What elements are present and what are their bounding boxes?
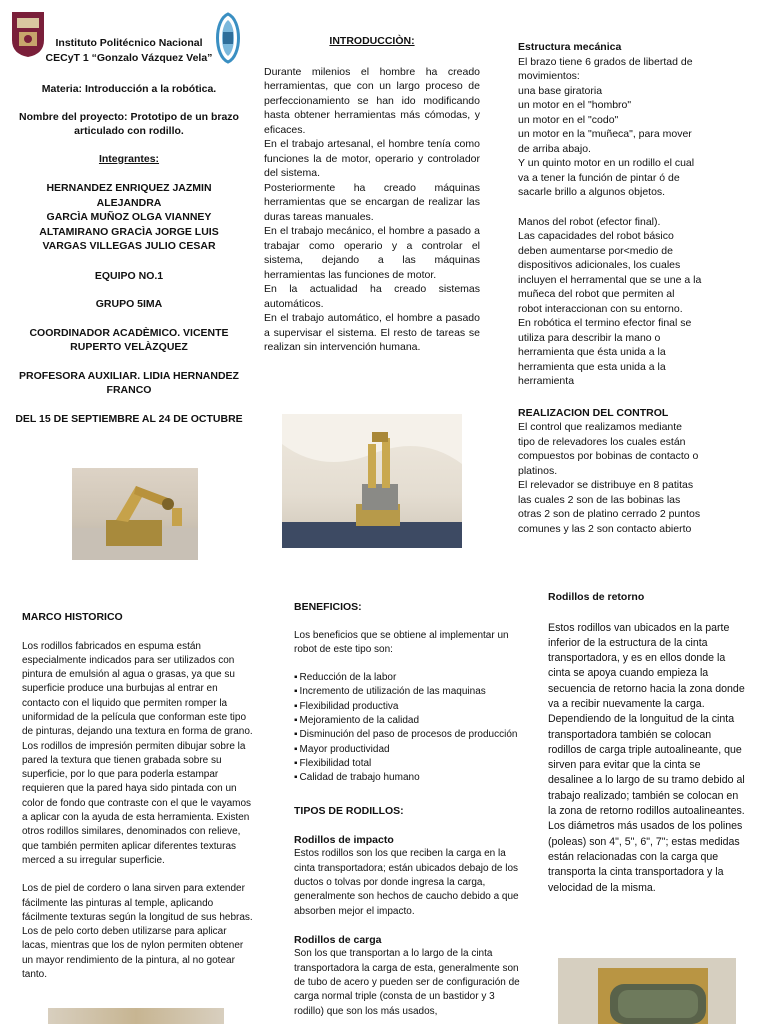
beneficio-item: ▪ Disminución del paso de procesos de producción [294, 728, 520, 742]
marco-heading: MARCO HISTORICO [22, 611, 123, 623]
marco-paragraph: Los rodillos de impresión permiten dibujar sobre la pared la textura que tienen grabada sobre su superficie, por lo que para poderla estampar requieren que la pared haya sido pintada con un color de fondo que contraste con el que le vayamos a aplicar con la ayuda de esta herramienta. Existen otros rodillos similares, denominados con relieve, que también permiten aplicar diferentes texturas merced a su irregular superficie. [22, 740, 252, 866]
estructura-line: de arriba abajo. [518, 142, 591, 155]
marco-body [22, 640, 254, 983]
manos-line: robot interaccionan con su entorno. [518, 302, 683, 315]
estructura-line: va a tener la función de pintar ó de [518, 171, 680, 184]
control-line: tipo de relevadores los cuales están [518, 435, 686, 448]
impacto-text: Estos rodillos son los que reciben la carga en la cinta transportadora; están ubicados debajo de los ductos o tolvas por donde ingresa la carga, generalmente son hechos de caucho debido a que absorben mejor el impacto. [294, 848, 519, 917]
manos-line: Las capacidades del robot básico [518, 230, 674, 242]
estructura-heading: Estructura mecánica [518, 41, 622, 53]
intro-body [264, 65, 480, 355]
robot-arm-photo-2 [282, 414, 462, 548]
member: GARCÌA MUÑOZ OLGA VIANNEY [46, 211, 212, 223]
retorno-body [548, 621, 746, 896]
retorno-paragraph: Los diámetros más usados de los polines (poleas) son 4", 5", 6", 7"; estas medidas están relacionadas con la carga que transporta la cinta transportadora y la velocidad de la misma. [548, 820, 743, 894]
estructura-line: El brazo tiene 6 grados de libertad de [518, 55, 693, 68]
estructura-line: un motor en el "hombro" [518, 99, 632, 111]
manos-line: herramienta que esta unida a la [518, 360, 666, 373]
beneficio-item: ▪ Incremento de utilización de las maquinas [294, 685, 520, 699]
estructura-line: Y un quinto motor en un rodillo el cual [518, 157, 695, 169]
robot-arm-photo-1 [72, 468, 198, 560]
carga-text: Son los que transportan a lo largo de la cinta transportadora la carga de esta, generalmente son de tubo de acero y pueden ser de configuración de carga normal triple (consta de un bastidor y 3 rodillo) que son los más usados, [294, 948, 520, 1017]
institute-name: Instituto Politécnico Nacional [55, 37, 203, 49]
manos-line: muñeca del robot que permiten al [518, 288, 675, 300]
control-line: compuestos por bobinas de contacto o [518, 450, 699, 462]
marco-paragraph: Los de piel de cordero o lana sirven para extender fácilmente las pinturas al temple, aplicando fácilmente texturas según la longitud de sus hebras. Los de pelo corto deben utilizarse para aplicar lacas, mientras que los de nylon permiten obtener un mayor rendimiento de la pintura, al no gotear tanto. [22, 883, 253, 981]
beneficio-item: ▪ Reducción de la labor [294, 671, 520, 685]
impacto-heading: Rodillos de impacto [294, 833, 394, 846]
manos-line: En robótica el termino efector final se [518, 317, 692, 329]
control-line: El control que realizamos mediante [518, 421, 683, 433]
estructura-line: un motor en la "muñeca", para mover [518, 128, 692, 140]
school-name: CECyT 1 “Gonzalo Vázquez Vela” [45, 51, 213, 64]
marco-paragraph: Los rodillos fabricados en espuma están especialmente indicados para ser utilizados con pintura de emulsión al agua o grasas, ya que su superficie produce una burbujas al entrar en contacto con el liquido que permiten romper la uniformidad de la película que conforman este tipo de pinturas, dejando una textura en forma de grano. [22, 640, 253, 738]
control-line: platinos. [518, 464, 558, 477]
estructura-line: una base giratoria [518, 84, 603, 97]
manos-line: Manos del robot (efector final). [518, 215, 661, 228]
retorno-paragraph: Estos rodillos van ubicados en la parte inferior de la estructura de la cinta transportadora, y es en ellos donde la cinta se apoya cuando empieza la secuencia de retorno hacia la zona donde va a recibir nuevamente la carga. [548, 621, 745, 710]
intro-paragraph: En la actualidad ha creado sistemas automáticos. [264, 283, 480, 310]
project-name: Nombre del proyecto: Prototipo de un brazo articulado con rodillo. [19, 110, 239, 137]
retorno-heading: Rodillos de retorno [548, 591, 645, 603]
grupo: GRUPO 5IMA [95, 298, 163, 310]
fechas: DEL 15 DE SEPTIEMBRE AL 24 DE OCTUBRE [15, 412, 243, 425]
estructura-line: movimientos: [518, 70, 580, 82]
beneficio-item: ▪ Mejoramiento de la calidad [294, 714, 520, 728]
member: ALEJANDRA [96, 196, 162, 209]
member: VARGAS VILLEGAS JULIO CESAR [42, 240, 216, 252]
intro-paragraph: En el trabajo automático, el hombre a pasado a supervisar el sistema. El resto de tareas se realizan sin intervención humana. [264, 312, 480, 353]
estructura-line: sacarle brillo a algunos objetos. [518, 186, 666, 198]
carga-heading: Rodillos de carga [294, 933, 382, 946]
control-heading: REALIZACION DEL CONTROL [518, 406, 669, 419]
member: ALTAMIRANO GRACÌA JORGE LUIS [39, 225, 219, 238]
tipos-heading: TIPOS DE RODILLOS: [294, 805, 404, 818]
equipo: EQUIPO NO.1 [94, 269, 164, 282]
control-line: otras 2 son de platino cerrado 2 puntos [518, 508, 701, 520]
manos-line: deben aumentarse por<medio de [518, 244, 673, 257]
beneficios-intro: Los beneficios que se obtiene al implementar un robot de este tipo son: [294, 629, 509, 655]
manos-line: herramienta [518, 375, 575, 387]
beneficio-item: ▪ Flexibilidad productiva [294, 700, 520, 714]
roller-photo [558, 958, 736, 1024]
intro-paragraph: En el trabajo artesanal, el hombre tenía como funciones la de motor, operario y controlador del sistema. [264, 138, 480, 179]
estructura-body [518, 55, 748, 200]
member-list [12, 181, 246, 254]
control-line: las cuales 2 son de las bobinas las [518, 493, 681, 506]
control-body [518, 420, 748, 536]
beneficio-item: ▪ Mayor productividad [294, 743, 520, 757]
robot-arm-photo-3 [48, 1008, 224, 1024]
control-line: El relevador se distribuye en 8 patitas [518, 479, 694, 491]
member: HERNANDEZ ENRIQUEZ JAZMIN [46, 182, 212, 194]
control-line: comunes y las 2 son contacto abierto [518, 522, 692, 535]
beneficio-item: ▪ Calidad de trabajo humano [294, 771, 520, 785]
manos-line: utiliza para describir la mano o [518, 331, 661, 344]
beneficios-list [294, 671, 520, 785]
beneficios-heading: BENEFICIOS: [294, 601, 362, 613]
manos-body [518, 215, 748, 389]
integrantes-heading: Integrantes: [98, 152, 160, 165]
manos-line: dispositivos adicionales, los cuales [518, 259, 681, 271]
beneficio-item: ▪ Flexibilidad total [294, 757, 520, 771]
coordinador: COORDINADOR ACADÈMICO. VICENTE RUPERTO VELÀZQUEZ [29, 326, 229, 353]
intro-heading: INTRODUCCIÒN: [329, 35, 415, 47]
estructura-line: un motor en el "codo" [518, 113, 619, 126]
manos-line: herramienta que ésta unida a la [518, 346, 666, 358]
retorno-paragraph: Dependiendo de la longuitud de la cinta transportadora también se colocan rodillos de carga triple autoalineante, que sirven para evitar que la cinta se desalinee a lo largo de su tramo debido al trabajo realizado; también se colocan en la zona de retorno rodillos autoalineantes. [548, 713, 745, 818]
profesora: PROFESORA AUXILIAR. LIDIA HERNANDEZ FRANCO [19, 369, 239, 396]
materia: Materia: Introducción a la robótica. [41, 83, 217, 95]
intro-paragraph: En el trabajo mecánico, el hombre a pasado a trabajar como operario y a controlar el sistema, dejando a las máquinas herramientas las funciones de motor. [264, 225, 480, 281]
intro-paragraph: Posteriormente ha creado máquinas herramientas que se encargan de realizar las duras tareas manuales. [264, 181, 480, 223]
manos-line: incluyen el herramental que se une a la [518, 273, 702, 286]
intro-paragraph: Durante milenios el hombre ha creado herramientas, que con un largo proceso de perfeccionamiento se han ido modificando hasta obtener herramientas más cómodas, y eficaces. [264, 65, 480, 136]
